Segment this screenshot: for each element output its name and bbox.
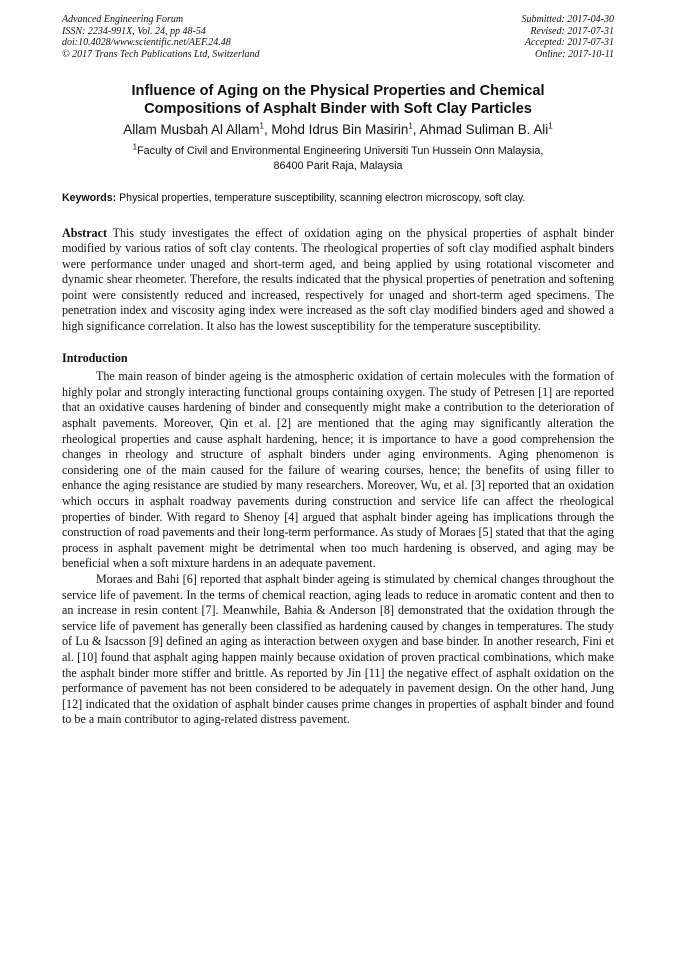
abstract-text: This study investigates the effect of oxidation aging on the physical properties of asphalt binder modified by various ratios of soft clay contents. The rheological properties of soft clay modified asphalt binders were performance under unaged and short-term aged, and being applied by using rotational viscometer and dynamic shear rheometer. Therefore, the results indicated that the physical properties of penetration and softening point were consistently reduced and increased, respectively for unaged and short-term aged specimens. The penetration index and viscosity aging index were increased as the soft clay modified binders aged and showed a high significance correlation. It also has the lowest susceptibility for the temperature susceptibility. <box>62 225 614 334</box>
author-affil-mark: 1 <box>408 121 413 131</box>
intro-paragraph: Moraes and Bahi [6] reported that asphalt binder ageing is stimulated by chemical changes throughout the service life of pavement. In the terms of chemical reaction, aging leads to reduce in aromatic content and then to an increase in resin content [7]. Meanwhile, Bahia & Anderson [8] demonstrated that the oxidation through the service life of pavement has generally been classified as hardening caused by changes in temperatures. The study of Lu & Isacsson [9] defined an aging as interaction between oxygen and base binder. In another research, Fini et al. [10] found that asphalt aging happen mainly because oxidation of proven practical combinations, which make the asphalt binder more stiffer and brittle. As reported by Jin [11] the negative effect of asphalt oxidation on the performance of pavement has not been considered to be adequately in pavement design. On the other hand, Jung [12] indicated that the oxidation of asphalt binder causes prime changes in properties of asphalt binder and found to be a main contributor to aging-related distress pavement. <box>62 571 614 727</box>
affiliation <box>62 144 614 173</box>
section-heading-introduction: Introduction <box>62 350 128 365</box>
affil-line-1: Faculty of Civil and Environmental Engineering Universiti Tun Hussein Onn Malaysia, <box>137 145 544 157</box>
journal-doi: doi:10.4028/www.scientific.net/AEF.24.48 <box>62 37 231 48</box>
abstract-label: Abstract <box>62 225 108 240</box>
journal-issn: ISSN: 2234-991X, Vol. 24, pp 48-54 <box>62 25 206 37</box>
journal-info <box>62 14 260 60</box>
author-name: Allam Musbah Al Allam <box>123 122 260 137</box>
journal-header <box>62 14 614 60</box>
intro-paragraph: The main reason of binder ageing is the atmospheric oxidation of certain molecules with the formation of highly polar and strongly interacting functional groups containing oxygen. The study of Petresen [1] are reported that an oxidative causes hardening of binder and consequently might make a contribution to the deterioration of asphalt pavements. Moreover, Qin et al. [2] are mentioned that the aging may significantly alteration the rheological properties and cause asphalt hardening, hence; it is importance to have a good comprehension the changes in rheology and structure of asphalt binders under aging environments. Aging phenomenon is considering one of the main caused for the failure of wearing courses, hence; the benefits of using filler to enhance the aging resistance are studied by many researchers. Moreover, Wu, et al. [3] reported that an oxidation which occurs in asphalt roadway pavements during construction and service life can affect the rheological properties of binder. With regard to Shenoy [4] argued that asphalt binder ageing has implications through the construction of road pavements and their long-term performance. As study of Moraes [5] stated that that the aging process in asphalt pavement might be detrimental when too much hardening is observed, and aging may be beneficial when a soft mixture hardens in an adequate pavement. <box>62 369 614 571</box>
affil-mark: 1 <box>132 142 138 152</box>
title-line-1: Influence of Aging on the Physical Properties and Chemical <box>131 83 545 99</box>
author-affil-mark: 1 <box>259 121 264 131</box>
date-revised: Revised: 2017-07-31 <box>530 25 614 37</box>
author-name: Ahmad Suliman B. Ali <box>419 122 549 137</box>
journal-copyright: © 2017 Trans Tech Publications Ltd, Switzerland <box>62 48 260 60</box>
keywords <box>62 191 614 206</box>
title-line-2: Compositions of Asphalt Binder with Soft Clay Particles <box>144 101 532 117</box>
submission-dates <box>522 14 615 60</box>
keywords-label: Keywords: <box>62 192 117 204</box>
author-separator: , <box>263 122 272 137</box>
abstract <box>62 226 614 335</box>
journal-name: Advanced Engineering Forum <box>62 14 184 25</box>
author-affil-mark: 1 <box>548 121 553 131</box>
date-accepted: Accepted: 2017-07-31 <box>524 37 614 48</box>
paper-title <box>62 82 614 118</box>
affil-line-2: 86400 Parit Raja, Malaysia <box>273 159 403 172</box>
date-submitted: Submitted: 2017-04-30 <box>521 14 614 25</box>
author-separator: , <box>412 122 420 137</box>
author-name: Mohd Idrus Bin Masirin <box>271 122 409 137</box>
keywords-text: Physical properties, temperature susceptibility, scanning electron microscopy, soft clay. <box>116 192 526 204</box>
paper-page <box>62 14 614 728</box>
date-online: Online: 2017-10-11 <box>535 48 614 60</box>
author-list <box>62 121 614 138</box>
